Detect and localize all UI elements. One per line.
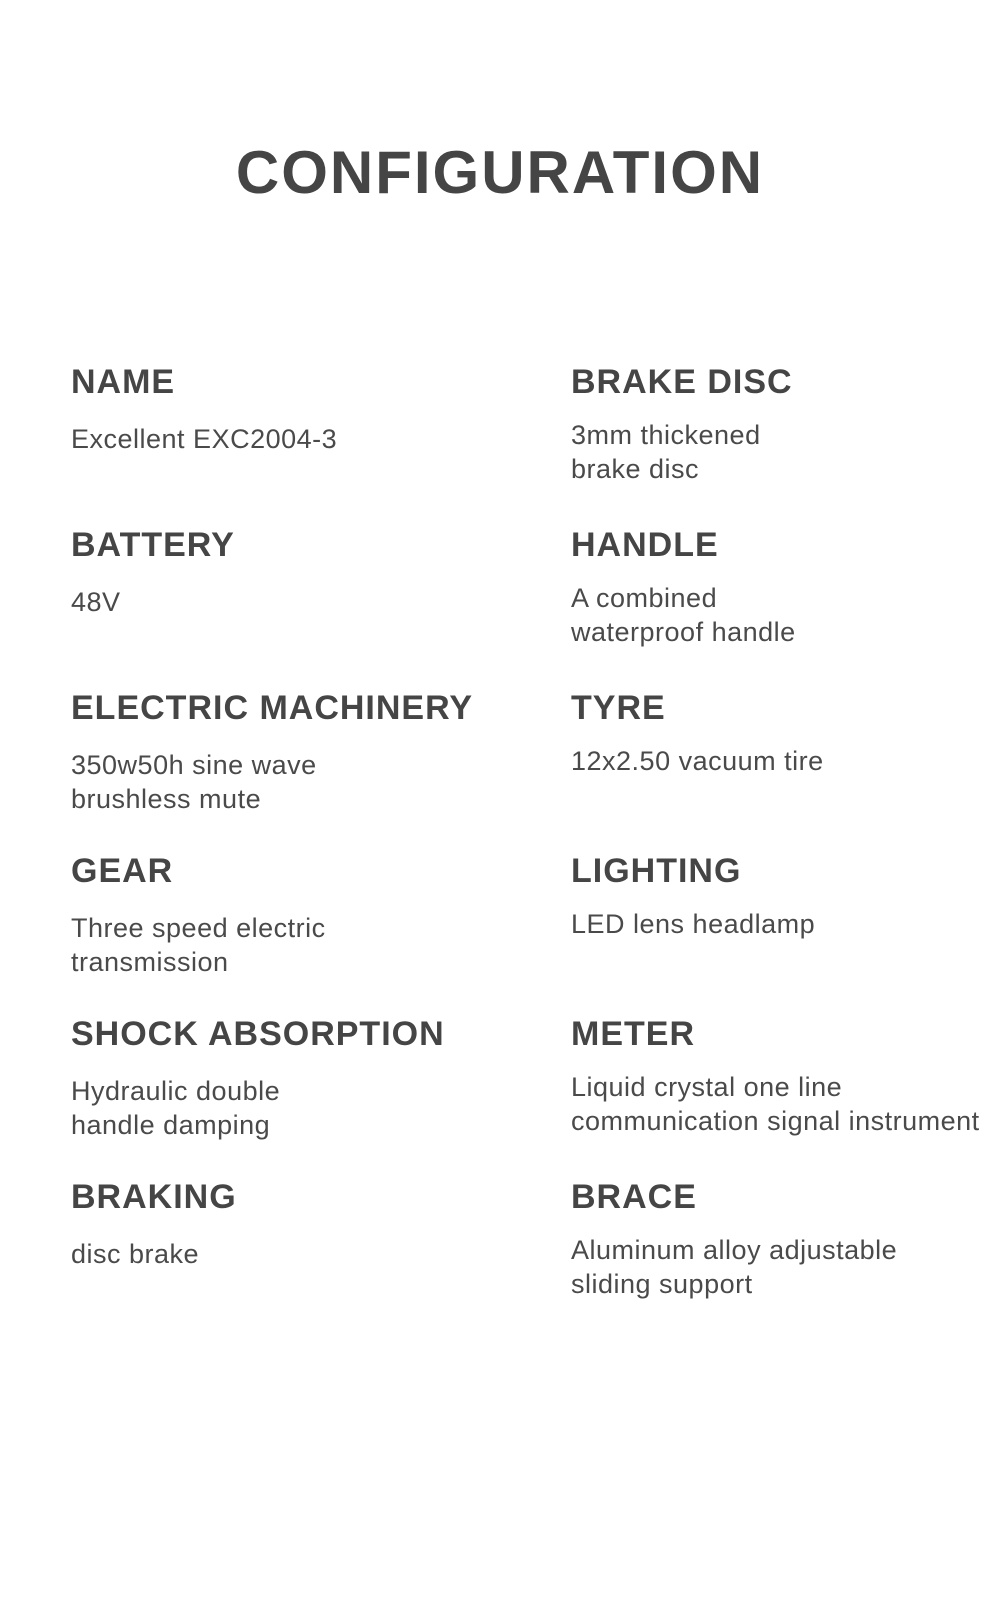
spec-label: TYRE: [571, 689, 666, 727]
spec-value: 350w50h sine wave brushless mute: [71, 750, 317, 814]
spec-brake-disc: [571, 362, 1000, 486]
spec-label: BATTERY: [71, 526, 235, 564]
spec-handle: [571, 525, 1000, 649]
spec-battery: [71, 525, 491, 619]
spec-value: 12x2.50 vacuum tire: [571, 746, 824, 776]
spec-braking: [71, 1177, 491, 1271]
spec-label: BRACE: [571, 1178, 697, 1216]
spec-label: GEAR: [71, 852, 174, 890]
spec-shock-absorption: [71, 1014, 491, 1142]
spec-value: Liquid crystal one line communication signal instrument: [571, 1072, 980, 1136]
spec-meter: [571, 1014, 1000, 1138]
spec-lighting: [571, 851, 1000, 941]
spec-value: A combined waterproof handle: [571, 583, 796, 647]
spec-label: HANDLE: [571, 526, 719, 564]
spec-tyre: [571, 688, 1000, 778]
spec-brace: [571, 1177, 1000, 1301]
spec-label: LIGHTING: [571, 852, 742, 890]
spec-label: SHOCK ABSORPTION: [71, 1015, 445, 1053]
spec-label: NAME: [71, 363, 176, 401]
spec-value: Hydraulic double handle damping: [71, 1076, 281, 1140]
page-title: CONFIGURATION: [235, 139, 765, 206]
spec-label: BRAKING: [71, 1178, 237, 1216]
spec-value: disc brake: [71, 1239, 200, 1269]
spec-label: BRAKE DISC: [571, 363, 793, 401]
spec-value: Aluminum alloy adjustable sliding support: [571, 1235, 898, 1299]
spec-value: LED lens headlamp: [571, 909, 816, 939]
spec-electric-machinery: [71, 688, 491, 816]
spec-name: [71, 362, 491, 456]
spec-value: Three speed electric transmission: [71, 913, 326, 977]
spec-label: ELECTRIC MACHINERY: [71, 689, 474, 727]
spec-value: 48V: [71, 587, 121, 617]
spec-label: METER: [571, 1015, 695, 1053]
spec-value: 3mm thickened brake disc: [571, 420, 761, 484]
spec-value: Excellent EXC2004-3: [71, 424, 338, 454]
spec-gear: [71, 851, 491, 979]
